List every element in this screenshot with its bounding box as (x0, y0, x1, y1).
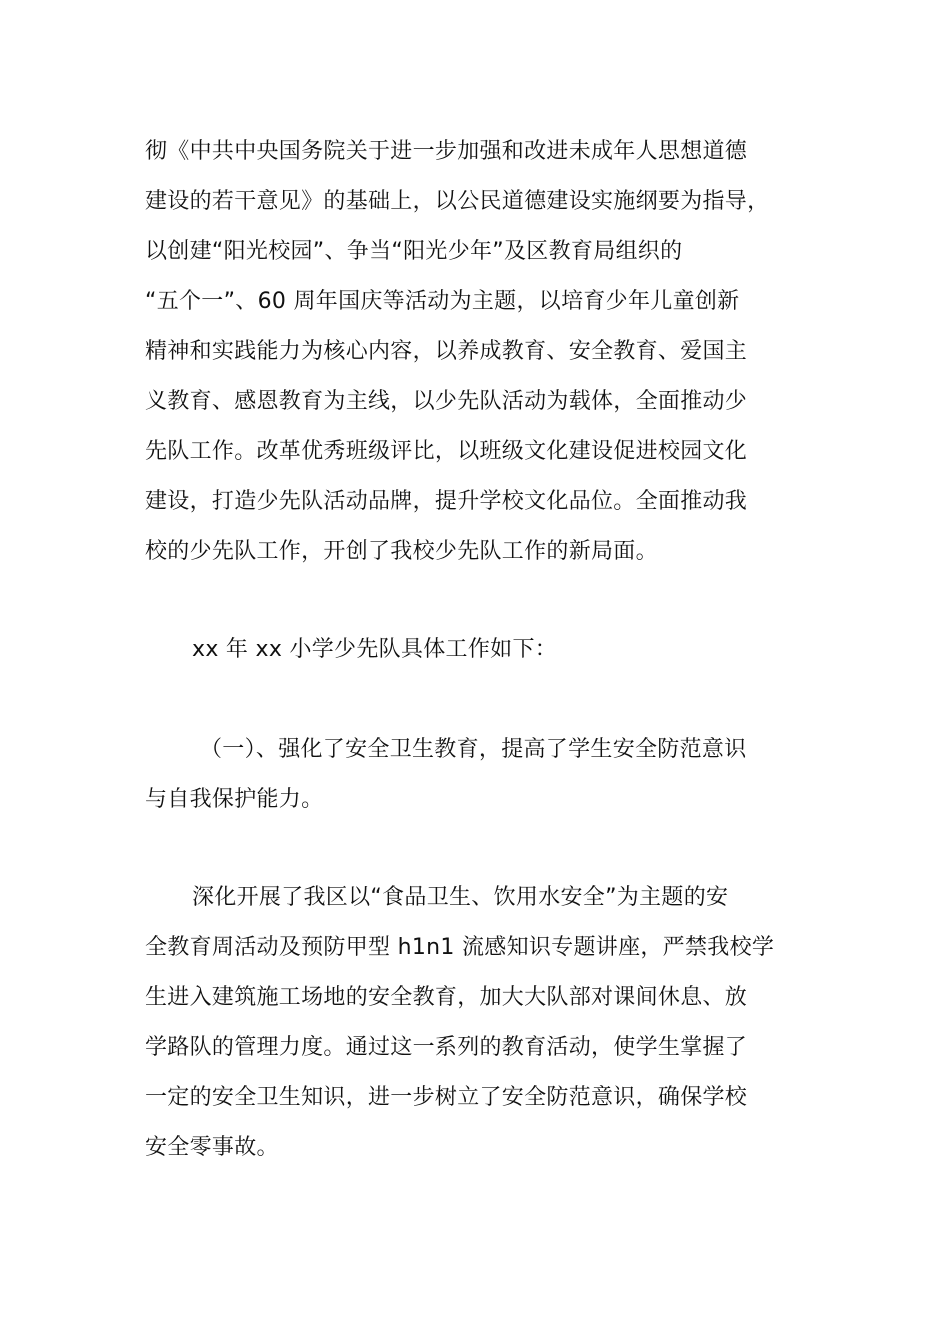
text-line: 学路队的管理力度。通过这一系列的教育活动，使学生掌握了 (145, 1035, 748, 1060)
text-line: 建设，打造少先队活动品牌，提升学校文化品位。全面推动我 (145, 489, 748, 514)
text-line: 彻《中共中央国务院关于进一步加强和改进未成年人思想道德 (145, 139, 748, 164)
text-line: 一定的安全卫生知识，进一步树立了安全防范意识，确保学校 (145, 1085, 748, 1110)
text-line: 精神和实践能力为核心内容，以养成教育、安全教育、爱国主 (145, 339, 748, 364)
text-line: “五个一”、60 周年国庆等活动为主题，以培育少年儿童创新 (145, 289, 740, 314)
text-line: （一）、强化了安全卫生教育，提高了学生安全防范意识 (200, 737, 747, 762)
text-line: 深化开展了我区以“食品卫生、饮用水安全”为主题的安 (192, 885, 729, 910)
text-line: 以创建“阳光校园”、争当“阳光少年”及区教育局组织的 (145, 239, 683, 264)
text-line: 与自我保护能力。 (145, 787, 324, 812)
text-line: 生进入建筑施工场地的安全教育，加大大队部对课间休息、放 (145, 985, 748, 1010)
text-line: 建设的若干意见》的基础上，以公民道德建设实施纲要为指导， (145, 189, 770, 214)
text-line: 义教育、感恩教育为主线，以少先队活动为载体，全面推动少 (145, 389, 748, 414)
text-line: 安全零事故。 (145, 1135, 279, 1160)
text-line: 全教育周活动及预防甲型 h1n1 流感知识专题讲座，严禁我校学 (145, 935, 775, 960)
text-line: 先队工作。改革优秀班级评比，以班级文化建设促进校园文化 (145, 439, 748, 464)
text-line: xx 年 xx 小学少先队具体工作如下： (192, 637, 558, 662)
text-line: 校的少先队工作，开创了我校少先队工作的新局面。 (145, 539, 658, 564)
